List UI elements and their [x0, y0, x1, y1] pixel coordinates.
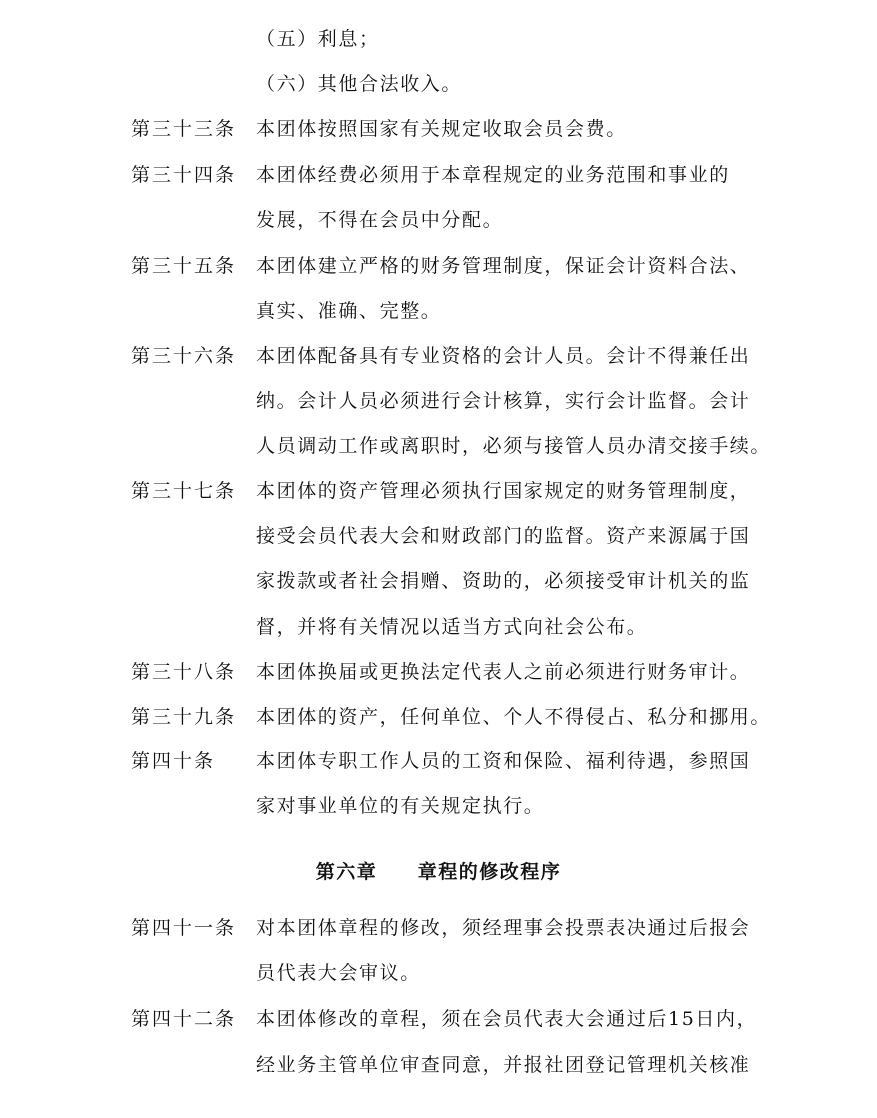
- article-42-label: 第四十二条: [131, 1008, 237, 1030]
- article-34-line-1: 本团体经费必须用于本章程规定的业务范围和事业的: [256, 164, 730, 186]
- article-39-label: 第三十九条: [131, 706, 237, 728]
- article-37-line-4: 督，并将有关情况以适当方式向社会公布。: [256, 616, 648, 638]
- article-36-line-2: 纳。会计人员必须进行会计核算，实行会计监督。会计: [256, 390, 751, 412]
- article-40-label: 第四十条: [131, 750, 216, 772]
- article-41-line-2: 员代表大会审议。: [256, 962, 421, 984]
- article-41-line-1: 对本团体章程的修改，须经理事会投票表决通过后报会: [256, 917, 751, 939]
- article-34-line-2: 发展，不得在会员中分配。: [256, 209, 504, 231]
- chapter-heading: 第六章 章程的修改程序: [315, 861, 562, 883]
- list-item-interest: （五）利息；: [256, 28, 380, 50]
- article-38-line-1: 本团体换届或更换法定代表人之前必须进行财务审计。: [256, 661, 751, 683]
- article-37-line-2: 接受会员代表大会和财政部门的监督。资产来源属于国: [256, 525, 751, 547]
- article-36-label: 第三十六条: [131, 345, 237, 367]
- article-37-line-1: 本团体的资产管理必须执行国家规定的财务管理制度，: [256, 480, 751, 502]
- list-item-other-income: （六）其他合法收入。: [256, 73, 463, 95]
- article-35-label: 第三十五条: [131, 255, 237, 277]
- article-42-line-2: 经业务主管单位审查同意，并报社团登记管理机关核准: [256, 1054, 751, 1076]
- article-36-line-3: 人员调动工作或离职时，必须与接管人员办清交接手续。: [256, 435, 772, 457]
- article-37-line-3: 家拨款或者社会捐赠、资助的，必须接受审计机关的监: [256, 570, 751, 592]
- article-35-line-1: 本团体建立严格的财务管理制度，保证会计资料合法、: [256, 255, 751, 277]
- article-41-label: 第四十一条: [131, 917, 237, 939]
- article-40-line-2: 家对事业单位的有关规定执行。: [256, 795, 545, 817]
- article-36-line-1: 本团体配备具有专业资格的会计人员。会计不得兼任出: [256, 345, 751, 367]
- article-33-line-1: 本团体按照国家有关规定收取会员会费。: [256, 118, 627, 140]
- article-34-label: 第三十四条: [131, 164, 237, 186]
- article-39-line-1: 本团体的资产，任何单位、个人不得侵占、私分和挪用。: [256, 706, 772, 728]
- article-33-label: 第三十三条: [131, 118, 237, 140]
- article-37-label: 第三十七条: [131, 480, 237, 502]
- article-40-line-1: 本团体专职工作人员的工资和保险、福利待遇，参照国: [256, 750, 751, 772]
- article-38-label: 第三十八条: [131, 661, 237, 683]
- article-42-line-1: 本团体修改的章程，须在会员代表大会通过后15日内，: [256, 1008, 758, 1030]
- article-35-line-2: 真实、准确、完整。: [256, 300, 442, 322]
